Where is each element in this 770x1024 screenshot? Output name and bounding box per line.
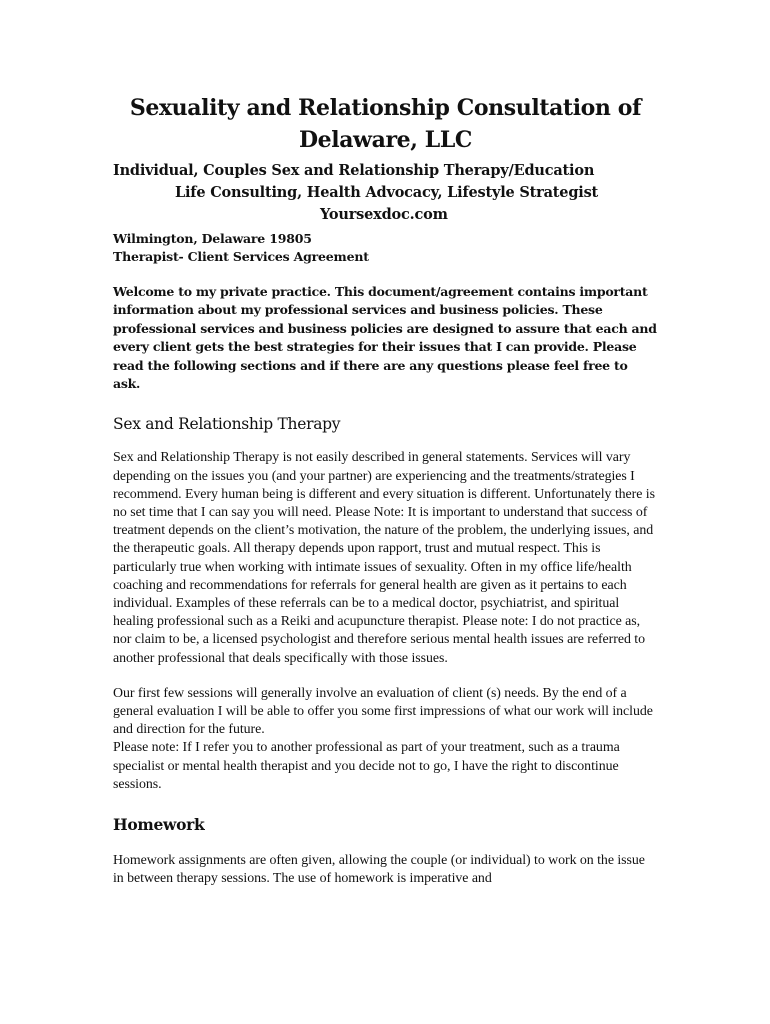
document-page — [113, 92, 658, 889]
title-line-1: Sexuality and Relationship Consultation of — [129, 95, 642, 121]
homework-paragraph-1: Homework assignments are often given, allowing the couple (or individual) to work on the issue in between therapy sessions. The use of homework is imperative and — [113, 853, 645, 887]
document-title — [113, 92, 658, 156]
title-line-2: Delaware, LLC — [298, 127, 473, 153]
agreement-title: Therapist- Client Services Agreement — [113, 249, 369, 264]
subtitle-consulting: Life Consulting, Health Advocacy, Lifestyle Strategist — [175, 184, 599, 201]
subtitle-services: Individual, Couples Sex and Relationship Therapy/Education — [113, 162, 595, 179]
therapy-paragraph-1: Sex and Relationship Therapy is not easily described in general statements. Services will vary depending on the issues you (and your partner) are experiencing and the treatments/strategies I recommend. Every human being is different and every situation is different. Unfortunately there is no set time that I can say you will need. Please Note: It is important to understand that success of treatment depends on the client’s motivation, the nature of the problem, the underlying issues, and the therapeutic goals. All therapy depends upon rapport, trust and mutual respect. This is particularly true when working with intimate issues of sexuality. Often in my office life/health coaching and recommendations for referrals for general health are given as it pertains to each individual. Examples of these referrals can be to a medical doctor, psychiatrist, and spiritual healing professional such as a Reiki and acupuncture therapist. Please note: I do not practice as, nor claim to be, a licensed psychologist and therefore serious mental health issues are referred to another professional that deals specifically with those issues. — [113, 450, 655, 666]
section-heading-therapy: Sex and Relationship Therapy — [113, 415, 341, 434]
subtitle-website: Yoursexdoc.com — [320, 206, 448, 223]
section-heading-homework: Homework — [113, 815, 205, 835]
therapy-paragraph-2: Our first few sessions will generally involve an evaluation of client (s) needs. By the end of a general evaluation I will be able to offer you some first impressions of what our work will include and direction for the future. — [113, 685, 653, 738]
location: Wilmington, Delaware 19805 — [113, 231, 312, 246]
welcome-paragraph: Welcome to my private practice. This document/agreement contains important information about my professional services and business policies. These professional services and business policies are designed to assure that each and every client gets the best strategies for their issues that I can provide. Please read the following sections and if there are any questions please feel free to ask. — [113, 284, 657, 392]
therapy-paragraph-3: Please note: If I refer you to another professional as part of your treatment, such as a trauma specialist or mental health therapist and you decide not to go, I have the right to discontinue sessions. — [113, 740, 620, 792]
